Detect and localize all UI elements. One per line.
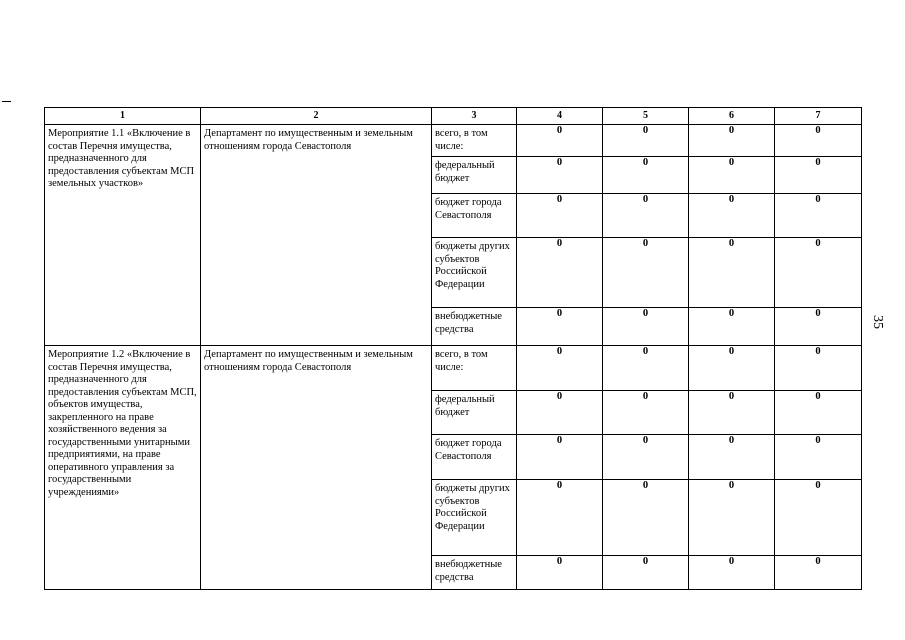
table-header-row — [45, 108, 862, 125]
value-cell: 0 — [689, 157, 775, 194]
value-cell: 0 — [775, 480, 862, 556]
value-cell: 0 — [775, 238, 862, 308]
funding-source: бюджет города Севастополя — [435, 197, 502, 221]
value-cell: 0 — [689, 238, 775, 308]
value-cell: 0 — [603, 480, 689, 556]
source-cell — [432, 308, 517, 346]
source-cell — [432, 435, 517, 480]
table-row — [45, 346, 862, 391]
value-cell: 0 — [689, 308, 775, 346]
value-cell: 0 — [689, 435, 775, 480]
value-cell: 0 — [517, 391, 603, 435]
value-cell: 0 — [517, 238, 603, 308]
value-cell: 0 — [775, 125, 862, 157]
column-header: 6 — [689, 108, 775, 125]
funding-source: всего, в том числе: — [435, 128, 488, 152]
table-row — [45, 125, 862, 157]
funding-source: внебюджетные средства — [435, 311, 502, 335]
value-cell: 0 — [517, 308, 603, 346]
value-cell: 0 — [689, 556, 775, 590]
measure-name-cell — [45, 346, 201, 590]
value-cell: 0 — [775, 556, 862, 590]
value-cell: 0 — [517, 480, 603, 556]
funding-source: бюджеты других субъектов Российской Федерации — [435, 483, 510, 532]
value-cell: 0 — [603, 238, 689, 308]
funding-source: внебюджетные средства — [435, 559, 502, 583]
column-header: 2 — [201, 108, 432, 125]
value-cell: 0 — [603, 194, 689, 238]
scan-mark — [2, 101, 11, 102]
source-cell — [432, 157, 517, 194]
value-cell: 0 — [689, 480, 775, 556]
value-cell: 0 — [603, 157, 689, 194]
value-cell: 0 — [517, 556, 603, 590]
source-cell — [432, 480, 517, 556]
measure-name: Мероприятие 1.2 «Включение в состав Перечня имущества, предназначенного для предоставления субъектам МСП, объектов имущества, закрепленного на праве хозяйственного ведения за государственными унитарными предприятиями, на праве оперативного управления за государственными учреждениями» — [48, 349, 197, 498]
value-cell: 0 — [517, 194, 603, 238]
funding-table — [44, 107, 862, 590]
funding-source: бюджет города Севастополя — [435, 438, 502, 462]
funding-source: бюджеты других субъектов Российской Федерации — [435, 241, 510, 290]
funding-source: всего, в том числе: — [435, 349, 488, 373]
measure-name: Мероприятие 1.1 «Включение в состав Перечня имущества, предназначенного для предоставления субъектам МСП земельных участков» — [48, 128, 195, 189]
executor-name: Департамент по имущественным и земельным отношениям города Севастополя — [204, 349, 413, 373]
value-cell: 0 — [775, 346, 862, 391]
value-cell: 0 — [517, 435, 603, 480]
source-cell — [432, 238, 517, 308]
value-cell: 0 — [603, 125, 689, 157]
column-header: 3 — [432, 108, 517, 125]
value-cell: 0 — [775, 435, 862, 480]
executor-name: Департамент по имущественным и земельным отношениям города Севастополя — [204, 128, 413, 152]
value-cell: 0 — [689, 125, 775, 157]
column-header: 1 — [45, 108, 201, 125]
value-cell: 0 — [603, 556, 689, 590]
column-header: 7 — [775, 108, 862, 125]
value-cell: 0 — [517, 346, 603, 391]
value-cell: 0 — [517, 157, 603, 194]
measure-name-cell — [45, 125, 201, 346]
value-cell: 0 — [603, 308, 689, 346]
funding-source: федеральный бюджет — [435, 394, 495, 418]
executor-cell — [201, 346, 432, 590]
value-cell: 0 — [775, 308, 862, 346]
source-cell — [432, 125, 517, 157]
executor-cell — [201, 125, 432, 346]
value-cell: 0 — [603, 435, 689, 480]
column-header: 4 — [517, 108, 603, 125]
funding-source: федеральный бюджет — [435, 160, 495, 184]
value-cell: 0 — [775, 157, 862, 194]
page-number: 35 — [870, 315, 885, 329]
value-cell: 0 — [689, 194, 775, 238]
source-cell — [432, 391, 517, 435]
value-cell: 0 — [689, 391, 775, 435]
value-cell: 0 — [775, 391, 862, 435]
value-cell: 0 — [603, 391, 689, 435]
source-cell — [432, 194, 517, 238]
value-cell: 0 — [603, 346, 689, 391]
value-cell: 0 — [689, 346, 775, 391]
value-cell: 0 — [517, 125, 603, 157]
column-header: 5 — [603, 108, 689, 125]
source-cell — [432, 556, 517, 590]
source-cell — [432, 346, 517, 391]
value-cell: 0 — [775, 194, 862, 238]
